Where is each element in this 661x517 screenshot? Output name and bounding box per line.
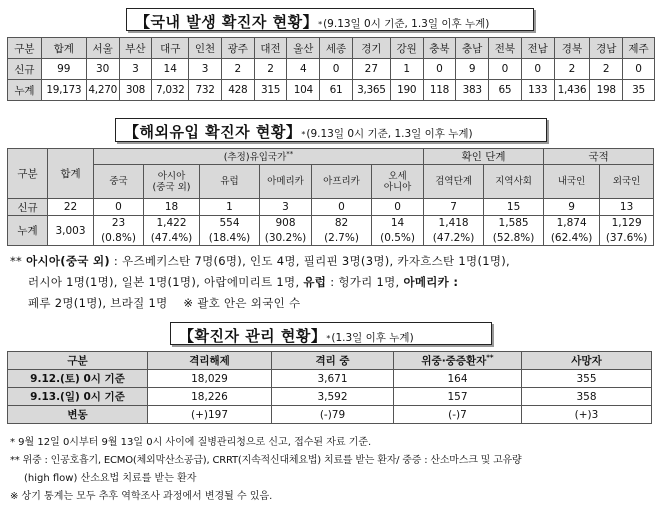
overseas-header-gubun: 구분 bbox=[8, 149, 48, 199]
overseas-header-nationality-group: 국적 bbox=[544, 149, 654, 165]
overseas-new-row bbox=[8, 199, 654, 216]
domestic-cell: 9 bbox=[456, 59, 489, 80]
overseas-title-mark: * bbox=[301, 130, 306, 139]
domestic-title: 【국내 발생 확진자 현황】 bbox=[135, 13, 319, 31]
management-header-cell: 격리해제 bbox=[148, 352, 272, 370]
overseas-percent-row bbox=[8, 231, 654, 246]
domestic-header-cell: 인천 bbox=[189, 38, 222, 59]
domestic-cell: 61 bbox=[320, 80, 353, 101]
overseas-header-america: 아메리카 bbox=[260, 165, 312, 199]
overseas-pct: (62.4%) bbox=[544, 231, 600, 246]
overseas-cell: 23 bbox=[94, 216, 144, 231]
management-cell: 358 bbox=[522, 388, 652, 406]
overseas-cumulative-row bbox=[8, 216, 654, 231]
domestic-cell: 2 bbox=[221, 59, 254, 80]
domestic-cell: 428 bbox=[221, 80, 254, 101]
management-row-label: 9.12.(토) 0시 기준 bbox=[8, 370, 148, 388]
domestic-cell: 19,173 bbox=[41, 80, 86, 101]
overseas-cell: 0 bbox=[372, 199, 424, 216]
domestic-header-row bbox=[8, 38, 655, 59]
overseas-pct: (52.8%) bbox=[484, 231, 544, 246]
domestic-cell: 4 bbox=[287, 59, 320, 80]
overseas-header-stage-group: 확인 단계 bbox=[424, 149, 544, 165]
domestic-cell: 383 bbox=[456, 80, 489, 101]
domestic-cell: 308 bbox=[119, 80, 152, 101]
overseas-cell: 15 bbox=[484, 199, 544, 216]
management-cell: (+)197 bbox=[148, 406, 272, 424]
management-cell: 18,029 bbox=[148, 370, 272, 388]
domestic-cell: 3,365 bbox=[352, 80, 390, 101]
domestic-header-cell: 울산 bbox=[287, 38, 320, 59]
note-asia-text: : 우즈베키스탄 7명(6명), 인도 4명, 필리핀 3명(3명), 카자흐스탄 1명(1명), bbox=[113, 254, 511, 268]
domestic-header-cell: 제주 bbox=[623, 38, 655, 59]
domestic-cell: 4,270 bbox=[86, 80, 119, 101]
domestic-new-row bbox=[8, 59, 655, 80]
domestic-cell: 0 bbox=[521, 59, 554, 80]
domestic-table bbox=[7, 37, 655, 101]
management-cell: (-)79 bbox=[272, 406, 394, 424]
management-header-row bbox=[8, 352, 652, 370]
domestic-cell: 118 bbox=[423, 80, 456, 101]
domestic-cell: 190 bbox=[390, 80, 423, 101]
overseas-header-oceania: 오세 아니아 bbox=[372, 165, 424, 199]
domestic-cell: 198 bbox=[590, 80, 623, 101]
domestic-header-cell: 합계 bbox=[41, 38, 86, 59]
domestic-header-cell: 대전 bbox=[254, 38, 287, 59]
overseas-pct: (37.6%) bbox=[600, 231, 654, 246]
domestic-cell: 30 bbox=[86, 59, 119, 80]
overseas-cell: 3 bbox=[260, 199, 312, 216]
management-subtitle: (1.3일 이후 누계) bbox=[331, 332, 414, 344]
domestic-cell: 3 bbox=[189, 59, 222, 80]
overseas-cell: 1,585 bbox=[484, 216, 544, 231]
note-america-label: 아메리카 : bbox=[403, 275, 459, 289]
overseas-header-country-group: (추정)유입국가** bbox=[94, 149, 424, 165]
domestic-cell: 315 bbox=[254, 80, 287, 101]
overseas-header-foreign: 외국인 bbox=[600, 165, 654, 199]
overseas-cell: 9 bbox=[544, 199, 600, 216]
overseas-header-total: 합계 bbox=[48, 149, 94, 199]
overseas-header-community: 지역사회 bbox=[484, 165, 544, 199]
management-row-label: 9.13.(일) 0시 기준 bbox=[8, 388, 148, 406]
overseas-title: 【해외유입 확진자 현황】 bbox=[124, 123, 302, 141]
overseas-row-label: 누계 bbox=[8, 216, 48, 246]
management-change-row bbox=[8, 406, 652, 424]
domestic-cell: 27 bbox=[352, 59, 390, 80]
overseas-cell: 7 bbox=[424, 199, 484, 216]
overseas-cell: 1 bbox=[200, 199, 260, 216]
management-cell: (-)7 bbox=[394, 406, 522, 424]
domestic-cell: 0 bbox=[623, 59, 655, 80]
domestic-title-mark: * bbox=[318, 20, 323, 29]
footnote-3: (high flow) 산소요법 치료를 받는 환자 bbox=[24, 473, 197, 484]
domestic-title-box bbox=[126, 8, 534, 31]
overseas-cell: 908 bbox=[260, 216, 312, 231]
overseas-title-box bbox=[115, 118, 547, 142]
management-cell: 18,226 bbox=[148, 388, 272, 406]
domestic-cell: 14 bbox=[152, 59, 189, 80]
overseas-cell: 1,874 bbox=[544, 216, 600, 231]
overseas-cell: 554 bbox=[200, 216, 260, 231]
domestic-cell: 104 bbox=[287, 80, 320, 101]
overseas-header-africa: 아프리카 bbox=[312, 165, 372, 199]
overseas-cell: 1,418 bbox=[424, 216, 484, 231]
domestic-header-cell: 서울 bbox=[86, 38, 119, 59]
overseas-cell: 1,422 bbox=[144, 216, 200, 231]
domestic-cell: 2 bbox=[590, 59, 623, 80]
note-asia-label: 아시아(중국 외) bbox=[26, 254, 110, 268]
domestic-cell: 7,032 bbox=[152, 80, 189, 101]
management-header-cell: 구분 bbox=[8, 352, 148, 370]
domestic-cell: 0 bbox=[489, 59, 522, 80]
management-title: 【확진자 관리 현황】 bbox=[179, 327, 327, 345]
domestic-cumulative-row bbox=[8, 80, 655, 101]
overseas-note-line-1: ** 아시아(중국 외) : 우즈베키스탄 7명(6명), 인도 4명, 필리핀 3명(3명), 카자흐스탄 1명(1명), bbox=[10, 254, 511, 268]
domestic-header-cell: 세종 bbox=[320, 38, 353, 59]
domestic-cell: 1 bbox=[390, 59, 423, 80]
domestic-header-cell: 충북 bbox=[423, 38, 456, 59]
management-row bbox=[8, 370, 652, 388]
management-cell: 3,592 bbox=[272, 388, 394, 406]
overseas-cell: 0 bbox=[94, 199, 144, 216]
overseas-table bbox=[7, 148, 654, 246]
overseas-note-line-3: 페루 2명(1명), 브라질 1명 ※ 괄호 안은 외국인 수 bbox=[28, 296, 301, 310]
management-header-cell: 위중·중증환자** bbox=[394, 352, 522, 370]
management-header-cell: 사망자 bbox=[522, 352, 652, 370]
footnote-4: ※ 상기 통계는 모두 추후 역학조사 과정에서 변경될 수 있음. bbox=[10, 491, 273, 502]
footnote-1: * 9월 12일 0시부터 9월 13일 0시 사이에 질병관리청으로 신고, 접수된 자료 기준. bbox=[10, 437, 372, 448]
note-bracket-text: ※ 괄호 안은 외국인 수 bbox=[183, 296, 301, 310]
domestic-header-cell: 구분 bbox=[8, 38, 42, 59]
domestic-header-cell: 경남 bbox=[590, 38, 623, 59]
domestic-subtitle: (9.13일 0시 기준, 1.3일 이후 누계) bbox=[323, 18, 490, 30]
management-cell: 355 bbox=[522, 370, 652, 388]
management-title-mark: * bbox=[326, 334, 331, 343]
management-table bbox=[7, 351, 652, 424]
domestic-header-cell: 전남 bbox=[521, 38, 554, 59]
overseas-cell: 82 bbox=[312, 216, 372, 231]
domestic-cell: 732 bbox=[189, 80, 222, 101]
footnote-2: ** 위중 : 인공호흡기, ECMO(체외막산소공급), CRRT(지속적신대체요법) 치료를 받는 환자/ 중증 : 산소마스크 및 고유량 bbox=[10, 455, 522, 466]
overseas-pct: (47.2%) bbox=[424, 231, 484, 246]
overseas-cell: 0 bbox=[312, 199, 372, 216]
domestic-row-label: 신규 bbox=[8, 59, 42, 80]
overseas-cell: 18 bbox=[144, 199, 200, 216]
management-cell: (+)3 bbox=[522, 406, 652, 424]
domestic-cell: 35 bbox=[623, 80, 655, 101]
domestic-header-cell: 대구 bbox=[152, 38, 189, 59]
management-cell: 3,671 bbox=[272, 370, 394, 388]
overseas-header-quarantine: 검역단계 bbox=[424, 165, 484, 199]
overseas-cell: 13 bbox=[600, 199, 654, 216]
overseas-pct: (18.4%) bbox=[200, 231, 260, 246]
overseas-cell-total: 3,003 bbox=[48, 216, 94, 246]
management-cell: 157 bbox=[394, 388, 522, 406]
overseas-cell: 22 bbox=[48, 199, 94, 216]
domestic-cell: 1,436 bbox=[554, 80, 590, 101]
management-row bbox=[8, 388, 652, 406]
overseas-pct: (30.2%) bbox=[260, 231, 312, 246]
domestic-cell: 0 bbox=[423, 59, 456, 80]
domestic-header-cell: 강원 bbox=[390, 38, 423, 59]
overseas-header-china: 중국 bbox=[94, 165, 144, 199]
overseas-row-label: 신규 bbox=[8, 199, 48, 216]
overseas-header-europe: 유럽 bbox=[200, 165, 260, 199]
domestic-header-cell: 충남 bbox=[456, 38, 489, 59]
overseas-pct: (47.4%) bbox=[144, 231, 200, 246]
domestic-header-cell: 경기 bbox=[352, 38, 390, 59]
domestic-row-label: 누계 bbox=[8, 80, 42, 101]
domestic-header-cell: 경북 bbox=[554, 38, 590, 59]
management-row-label: 변동 bbox=[8, 406, 148, 424]
overseas-pct: (0.8%) bbox=[94, 231, 144, 246]
overseas-pct: (0.5%) bbox=[372, 231, 424, 246]
domestic-header-cell: 전북 bbox=[489, 38, 522, 59]
management-cell: 164 bbox=[394, 370, 522, 388]
note-europe-label: 유럽 bbox=[303, 275, 327, 289]
domestic-header-cell: 광주 bbox=[221, 38, 254, 59]
domestic-cell: 2 bbox=[254, 59, 287, 80]
domestic-cell: 2 bbox=[554, 59, 590, 80]
overseas-cell: 1,129 bbox=[600, 216, 654, 231]
domestic-header-cell: 부산 bbox=[119, 38, 152, 59]
domestic-cell: 3 bbox=[119, 59, 152, 80]
domestic-cell: 65 bbox=[489, 80, 522, 101]
overseas-header-asia: 아시아 (중국 외) bbox=[144, 165, 200, 199]
management-title-box bbox=[170, 322, 492, 345]
overseas-subtitle: (9.13일 0시 기준, 1.3일 이후 누계) bbox=[306, 128, 473, 140]
overseas-pct: (2.7%) bbox=[312, 231, 372, 246]
overseas-header-korean: 내국인 bbox=[544, 165, 600, 199]
overseas-cell: 14 bbox=[372, 216, 424, 231]
domestic-cell: 0 bbox=[320, 59, 353, 80]
overseas-note-line-2: 러시아 1명(1명), 일본 1명(1명), 아랍에미리트 1명, 유럽 : 헝가리 1명, 아메리카 : bbox=[28, 275, 459, 289]
domestic-cell: 99 bbox=[41, 59, 86, 80]
management-header-cell: 격리 중 bbox=[272, 352, 394, 370]
domestic-cell: 133 bbox=[521, 80, 554, 101]
